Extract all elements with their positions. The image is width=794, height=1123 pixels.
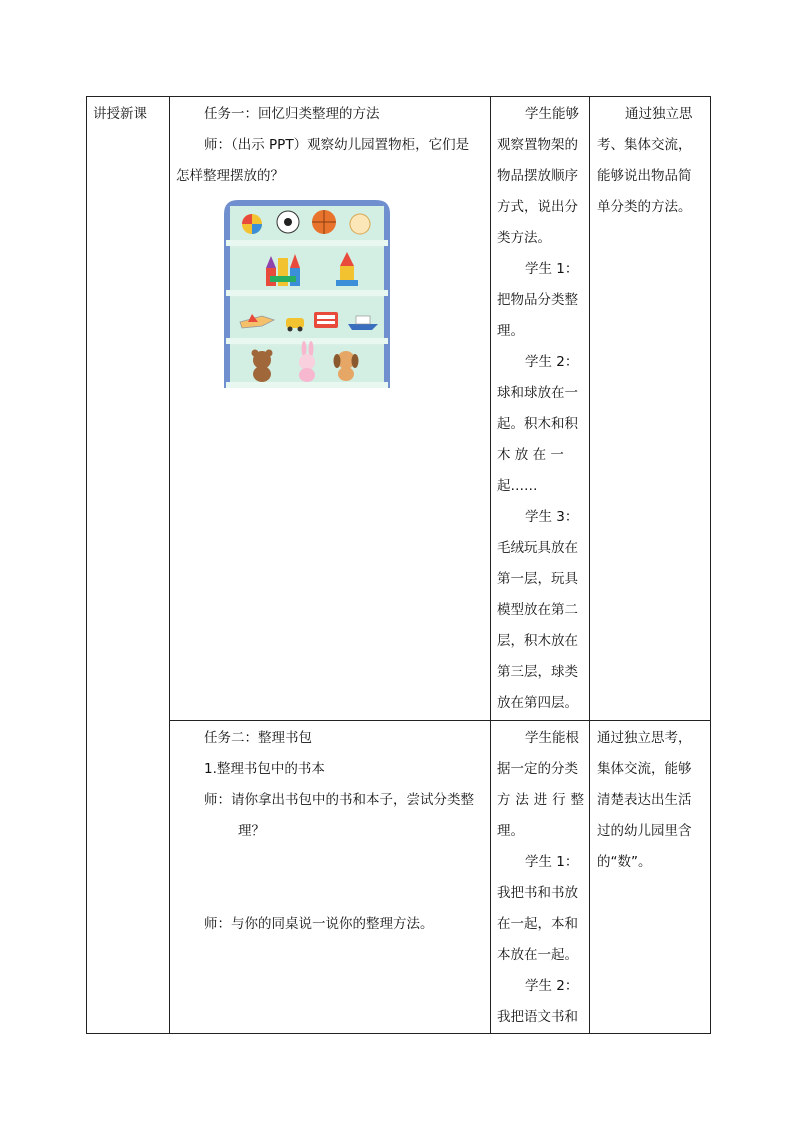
student-line: 观察置物架的 (497, 137, 578, 153)
student-line: 放在第四层。 (497, 695, 578, 711)
intent-line: 过的幼儿园里含 (597, 823, 692, 839)
toy-shelf-image (218, 196, 396, 392)
student-line: 学生 2： (525, 354, 579, 370)
intent-line: 考、集体交流， (597, 137, 692, 153)
student-line: 第一层，玩具 (497, 571, 578, 587)
intent-line: 单分类的方法。 (597, 199, 692, 215)
student-line: 学生 1： (525, 261, 579, 277)
student-line: 把物品分类整 (497, 292, 578, 308)
lesson-plan-table (86, 96, 711, 1034)
section-label-cell (87, 97, 170, 1034)
table-row (87, 97, 711, 721)
design-intent-cell (590, 97, 711, 721)
student-line: 学生能够 (525, 106, 579, 122)
task-title: 任务一：回忆归类整理的方法 (204, 106, 380, 122)
student-line: 毛绒玩具放在 (497, 540, 578, 556)
intent-line: 的“数”。 (597, 854, 652, 870)
student-line: 类方法。 (497, 230, 551, 246)
intent-line: 集体交流，能够 (597, 761, 692, 777)
student-line: 学生 1： (525, 854, 579, 870)
teacher-line: 师：与你的同桌说一说你的整理方法。 (204, 916, 434, 932)
student-line: 据一定的分类 (497, 761, 578, 777)
student-line: 起。积木和积 (497, 416, 578, 432)
activity-cell (170, 97, 491, 721)
student-line: 学生 3： (525, 509, 579, 525)
student-line: 学生能根 (525, 730, 579, 746)
student-line: 层，积木放在 (497, 633, 578, 649)
student-line: 木 放 在 一 (497, 447, 564, 463)
student-line: 方法进行整理。 (497, 792, 584, 839)
student-line: 模型放在第二 (497, 602, 578, 618)
table-row (87, 721, 711, 1034)
student-activity-cell (491, 97, 590, 721)
design-intent-cell (590, 721, 711, 1034)
student-activity-text (491, 97, 589, 719)
student-line: 球和球放在一 (497, 385, 578, 401)
student-line: 物品摆放顺序 (497, 168, 578, 184)
teacher-line: 理？ (238, 823, 265, 839)
student-line: 在一起，本和 (497, 916, 578, 932)
student-line: 本放在一起。 (497, 947, 578, 963)
section-label: 讲授新课 (93, 106, 147, 122)
student-line: 我把书和书放 (497, 885, 578, 901)
sub-title: 1.整理书包中的书本 (204, 761, 325, 777)
teacher-line: 师：请你拿出书包中的书和本子，尝试分类整 (204, 792, 474, 808)
task-title: 任务二：整理书包 (204, 730, 312, 746)
teacher-line: 师：（出示 PPT）观察幼儿园置物柜，它们是 (204, 137, 470, 153)
student-line: 第三层，球类 (497, 664, 578, 680)
activity-cell (170, 721, 491, 1034)
student-line: 起…… (497, 478, 538, 494)
intent-line: 能够说出物品简 (597, 168, 692, 184)
student-line: 方式，说出分 (497, 199, 578, 215)
student-line: 我把语文书和 (497, 1009, 578, 1025)
intent-line: 清楚表达出生活 (597, 792, 692, 808)
student-line: 理。 (497, 323, 524, 339)
student-activity-cell (491, 721, 590, 1034)
intent-line: 通过独立思 (625, 106, 693, 122)
teacher-line: 怎样整理摆放的？ (176, 168, 284, 184)
student-line: 学生 2： (525, 978, 579, 994)
intent-line: 通过独立思考， (597, 730, 692, 746)
